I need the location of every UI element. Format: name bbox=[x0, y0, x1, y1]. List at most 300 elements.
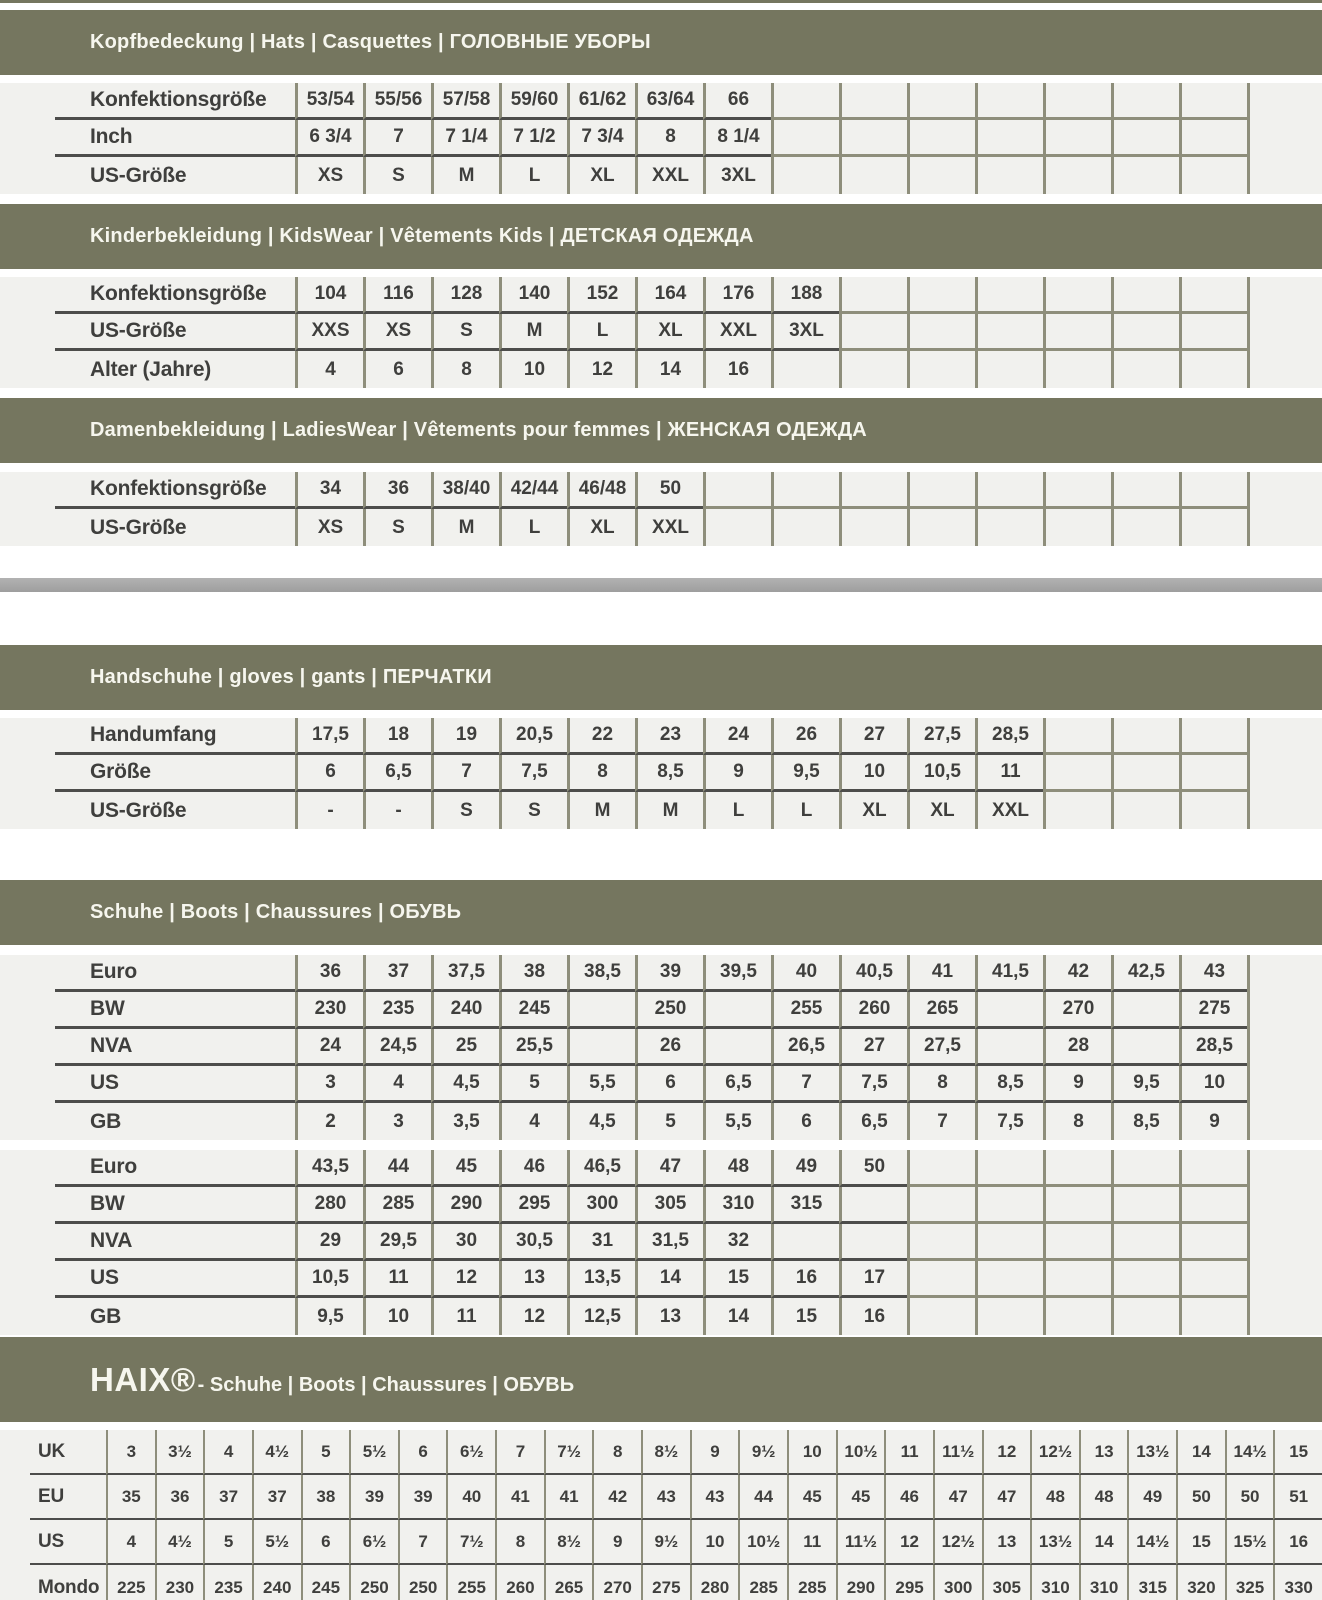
size-cell: 10 bbox=[1179, 1066, 1247, 1103]
size-cell: 10 bbox=[690, 1520, 739, 1565]
size-cell: 5 bbox=[635, 1103, 703, 1140]
size-cell: 3XL bbox=[703, 157, 771, 194]
kidswear-header-band bbox=[0, 204, 1322, 269]
table-overflow-cell bbox=[1247, 277, 1322, 314]
size-cell: 245 bbox=[499, 992, 567, 1029]
table-overflow-cell bbox=[1247, 1066, 1322, 1103]
size-cell: S bbox=[431, 792, 499, 829]
size-cell: 6 bbox=[398, 1430, 447, 1475]
size-cell: 15 bbox=[771, 1298, 839, 1335]
size-cell: 14 bbox=[635, 351, 703, 388]
haix-section-title: - Schuhe | Boots | Chaussures | ОБУВЬ bbox=[197, 1373, 575, 1396]
size-cell: 5,5 bbox=[703, 1103, 771, 1140]
size-cell: 8 1/4 bbox=[703, 120, 771, 157]
empty-size-cell bbox=[907, 509, 975, 546]
empty-size-cell bbox=[1111, 1224, 1179, 1261]
empty-size-cell bbox=[1179, 1187, 1247, 1224]
size-cell: 42/44 bbox=[499, 472, 567, 509]
size-cell: 300 bbox=[567, 1187, 635, 1224]
hats-section-title: Kopfbedeckung | Hats | Casquettes | ГОЛОВНЫЕ УБОРЫ bbox=[90, 31, 651, 53]
row-left-margin bbox=[0, 992, 55, 1029]
size-cell: 10½ bbox=[738, 1520, 787, 1565]
section-ladieswear bbox=[0, 398, 1322, 546]
size-cell: 17 bbox=[839, 1261, 907, 1298]
table-row bbox=[0, 1066, 1322, 1103]
size-cell: 295 bbox=[884, 1565, 933, 1600]
size-cell: 305 bbox=[635, 1187, 703, 1224]
kidswear-section-title: Kinderbekleidung | KidsWear | Vêtements Kids | ДЕТСКАЯ ОДЕЖДА bbox=[90, 225, 754, 247]
table-row bbox=[0, 314, 1322, 351]
size-cell: 11 bbox=[975, 755, 1043, 792]
row-left-margin bbox=[0, 1066, 55, 1103]
size-cell: 27,5 bbox=[907, 1029, 975, 1066]
table-row bbox=[0, 1298, 1322, 1335]
size-cell: 13 bbox=[499, 1261, 567, 1298]
gloves-header-band bbox=[0, 645, 1322, 710]
size-cell: 8 bbox=[1043, 1103, 1111, 1140]
size-cell: 275 bbox=[641, 1565, 690, 1600]
empty-size-cell bbox=[839, 157, 907, 194]
empty-size-cell bbox=[907, 277, 975, 314]
size-cell: 15½ bbox=[1225, 1520, 1274, 1565]
table-overflow-cell bbox=[1247, 718, 1322, 755]
gloves-size-table bbox=[0, 718, 1322, 829]
table-row bbox=[0, 83, 1322, 120]
size-cell: 140 bbox=[499, 277, 567, 314]
size-cell: S bbox=[363, 509, 431, 546]
empty-size-cell bbox=[907, 1187, 975, 1224]
size-cell: 310 bbox=[1030, 1565, 1079, 1600]
row-left-margin bbox=[0, 509, 55, 546]
size-cell: 3XL bbox=[771, 314, 839, 351]
table-row bbox=[0, 120, 1322, 157]
empty-size-cell bbox=[975, 1187, 1043, 1224]
size-cell: 25,5 bbox=[499, 1029, 567, 1066]
size-cell: 4 bbox=[363, 1066, 431, 1103]
size-cell: 20,5 bbox=[499, 718, 567, 755]
size-cell: 27,5 bbox=[907, 718, 975, 755]
empty-size-cell bbox=[839, 509, 907, 546]
empty-size-cell bbox=[975, 314, 1043, 351]
size-cell: 6 bbox=[635, 1066, 703, 1103]
table-row bbox=[0, 992, 1322, 1029]
empty-size-cell bbox=[839, 277, 907, 314]
size-cell: 235 bbox=[363, 992, 431, 1029]
table-overflow-cell bbox=[1247, 509, 1322, 546]
empty-size-cell bbox=[1043, 755, 1111, 792]
size-cell: 7 1/2 bbox=[499, 120, 567, 157]
empty-size-cell bbox=[839, 472, 907, 509]
size-cell: 152 bbox=[567, 277, 635, 314]
table-row bbox=[0, 351, 1322, 388]
size-cell: 59/60 bbox=[499, 83, 567, 120]
size-cell: 10,5 bbox=[907, 755, 975, 792]
row-label: Inch bbox=[55, 120, 295, 157]
size-cell: 3½ bbox=[155, 1430, 204, 1475]
table-row bbox=[0, 1520, 1322, 1565]
size-cell: 66 bbox=[703, 83, 771, 120]
table-row bbox=[0, 755, 1322, 792]
haix-brand-name: HAIX® bbox=[90, 1360, 196, 1398]
empty-size-cell bbox=[1179, 472, 1247, 509]
size-cell: XL bbox=[839, 792, 907, 829]
shoes-section-title: Schuhe | Boots | Chaussures | ОБУВЬ bbox=[90, 901, 462, 923]
size-cell: 255 bbox=[771, 992, 839, 1029]
row-label: US-Größe bbox=[90, 798, 187, 822]
size-cell: 40 bbox=[446, 1475, 495, 1520]
empty-size-cell bbox=[1111, 992, 1179, 1029]
table-row bbox=[0, 792, 1322, 829]
size-cell: XS bbox=[295, 157, 363, 194]
table-overflow-cell bbox=[1247, 955, 1322, 992]
empty-size-cell bbox=[1111, 351, 1179, 388]
size-cell: XXL bbox=[703, 314, 771, 351]
size-cell: XS bbox=[295, 509, 363, 546]
empty-size-cell bbox=[1043, 314, 1111, 351]
size-cell: 290 bbox=[836, 1565, 885, 1600]
table-row bbox=[0, 955, 1322, 992]
size-cell: 9,5 bbox=[1111, 1066, 1179, 1103]
empty-size-cell bbox=[703, 992, 771, 1029]
ladieswear-section-title: Damenbekleidung | LadiesWear | Vêtements pour femmes | ЖЕНСКАЯ ОДЕЖДА bbox=[90, 419, 867, 441]
size-cell: 16 bbox=[1273, 1520, 1322, 1565]
size-cell: 4 bbox=[106, 1520, 155, 1565]
empty-size-cell bbox=[1111, 120, 1179, 157]
row-left-margin bbox=[0, 472, 55, 509]
size-cell: 6,5 bbox=[363, 755, 431, 792]
size-cell: 12,5 bbox=[567, 1298, 635, 1335]
size-cell: 10 bbox=[363, 1298, 431, 1335]
size-cell: 11 bbox=[787, 1520, 836, 1565]
table-overflow-cell bbox=[1247, 1261, 1322, 1298]
empty-size-cell bbox=[1179, 792, 1247, 829]
size-cell: 49 bbox=[771, 1150, 839, 1187]
empty-size-cell bbox=[975, 351, 1043, 388]
table-row bbox=[0, 1475, 1322, 1520]
size-cell: 164 bbox=[635, 277, 703, 314]
size-cell: 265 bbox=[544, 1565, 593, 1600]
size-cell: 8 bbox=[592, 1430, 641, 1475]
empty-size-cell bbox=[975, 1150, 1043, 1187]
size-cell: 280 bbox=[690, 1565, 739, 1600]
size-cell: 275 bbox=[1179, 992, 1247, 1029]
haix-size-table bbox=[0, 1430, 1322, 1600]
size-cell: 6 bbox=[363, 351, 431, 388]
size-cell: M bbox=[635, 792, 703, 829]
empty-size-cell bbox=[1179, 1298, 1247, 1335]
row-label: US-Größe bbox=[55, 314, 295, 351]
row-left-margin bbox=[0, 955, 55, 992]
table-row bbox=[0, 1261, 1322, 1298]
empty-size-cell bbox=[1111, 792, 1179, 829]
size-cell: 11 bbox=[884, 1430, 933, 1475]
size-cell: 8 bbox=[495, 1520, 544, 1565]
size-cell: 14 bbox=[1176, 1430, 1225, 1475]
empty-size-cell bbox=[907, 157, 975, 194]
size-cell: 6,5 bbox=[839, 1103, 907, 1140]
size-cell: 12 bbox=[431, 1261, 499, 1298]
row-label: Euro bbox=[55, 1150, 295, 1187]
size-cell: 63/64 bbox=[635, 83, 703, 120]
row-left-margin bbox=[0, 83, 55, 120]
size-cell: 15 bbox=[1273, 1430, 1322, 1475]
size-cell: 15 bbox=[1176, 1520, 1225, 1565]
size-cell: 7 bbox=[363, 120, 431, 157]
table-overflow-cell bbox=[1247, 1150, 1322, 1187]
size-cell: 30,5 bbox=[499, 1224, 567, 1261]
size-cell: 38 bbox=[499, 955, 567, 992]
size-cell: 26,5 bbox=[771, 1029, 839, 1066]
size-cell: 2 bbox=[295, 1103, 363, 1140]
size-cell: L bbox=[771, 792, 839, 829]
empty-size-cell bbox=[1043, 1224, 1111, 1261]
size-cell: 37,5 bbox=[431, 955, 499, 992]
size-cell: 36 bbox=[155, 1475, 204, 1520]
size-cell: 9 bbox=[690, 1430, 739, 1475]
empty-size-cell bbox=[907, 1150, 975, 1187]
size-cell: 24,5 bbox=[363, 1029, 431, 1066]
size-cell: 6 bbox=[295, 755, 363, 792]
size-cell: 10 bbox=[499, 351, 567, 388]
size-cell: 12 bbox=[567, 351, 635, 388]
size-cell: 315 bbox=[771, 1187, 839, 1224]
size-cell: 7 bbox=[495, 1430, 544, 1475]
row-left-margin bbox=[0, 755, 55, 792]
size-cell: 37 bbox=[203, 1475, 252, 1520]
size-cell: 28,5 bbox=[975, 718, 1043, 755]
table-overflow-cell bbox=[1247, 83, 1322, 120]
size-cell: 188 bbox=[771, 277, 839, 314]
size-cell: 6½ bbox=[349, 1520, 398, 1565]
size-cell: - bbox=[363, 792, 431, 829]
empty-size-cell bbox=[1179, 314, 1247, 351]
empty-size-cell bbox=[1111, 509, 1179, 546]
size-cell: M bbox=[499, 314, 567, 351]
size-cell: 240 bbox=[252, 1565, 301, 1600]
size-cell: 9½ bbox=[738, 1430, 787, 1475]
size-cell: 43 bbox=[641, 1475, 690, 1520]
size-cell: 10,5 bbox=[295, 1261, 363, 1298]
row-label: Handumfang bbox=[55, 718, 295, 755]
size-cell: 14 bbox=[703, 1298, 771, 1335]
size-cell: 4 bbox=[295, 351, 363, 388]
size-cell: 34 bbox=[295, 472, 363, 509]
size-cell: 10 bbox=[839, 755, 907, 792]
size-cell: M bbox=[431, 509, 499, 546]
empty-size-cell bbox=[1111, 755, 1179, 792]
size-cell: 325 bbox=[1225, 1565, 1274, 1600]
size-cell: 8 bbox=[431, 351, 499, 388]
row-label: Konfektionsgröße bbox=[55, 472, 295, 509]
size-cell: 13 bbox=[982, 1520, 1031, 1565]
size-cell: 13,5 bbox=[567, 1261, 635, 1298]
table-overflow-cell bbox=[1247, 314, 1322, 351]
size-cell: 14 bbox=[635, 1261, 703, 1298]
size-cell: 61/62 bbox=[567, 83, 635, 120]
size-cell: 310 bbox=[703, 1187, 771, 1224]
size-cell: 43,5 bbox=[295, 1150, 363, 1187]
size-cell: 42 bbox=[1043, 955, 1111, 992]
table-overflow-cell bbox=[1247, 1298, 1322, 1335]
size-cell: 36 bbox=[363, 472, 431, 509]
table-row bbox=[0, 509, 1322, 546]
size-cell: 39 bbox=[635, 955, 703, 992]
table-overflow-cell bbox=[1247, 1187, 1322, 1224]
size-cell: 41 bbox=[495, 1475, 544, 1520]
empty-size-cell bbox=[1043, 792, 1111, 829]
size-cell: 7 3/4 bbox=[567, 120, 635, 157]
size-cell: 29 bbox=[295, 1224, 363, 1261]
haix-header-band bbox=[0, 1337, 1322, 1422]
size-cell: 11 bbox=[363, 1261, 431, 1298]
size-cell: 36 bbox=[295, 955, 363, 992]
size-cell: 7 bbox=[907, 1103, 975, 1140]
table-row bbox=[0, 1565, 1322, 1600]
empty-size-cell bbox=[975, 83, 1043, 120]
size-cell: 285 bbox=[738, 1565, 787, 1600]
shoes-size-table-part2 bbox=[0, 1150, 1322, 1335]
empty-size-cell bbox=[907, 1298, 975, 1335]
table-row bbox=[0, 1103, 1322, 1140]
empty-size-cell bbox=[1111, 314, 1179, 351]
empty-size-cell bbox=[1043, 351, 1111, 388]
empty-size-cell bbox=[771, 157, 839, 194]
size-cell: 5½ bbox=[349, 1430, 398, 1475]
row-label: Mondo bbox=[38, 1576, 100, 1598]
empty-size-cell bbox=[1043, 509, 1111, 546]
size-cell: 270 bbox=[592, 1565, 641, 1600]
size-cell: XXL bbox=[975, 792, 1043, 829]
size-cell: S bbox=[499, 792, 567, 829]
size-cell: 250 bbox=[635, 992, 703, 1029]
size-cell: 38,5 bbox=[567, 955, 635, 992]
size-cell: 13½ bbox=[1030, 1520, 1079, 1565]
row-label: NVA bbox=[55, 1029, 295, 1066]
size-cell: 12½ bbox=[1030, 1430, 1079, 1475]
row-label: US bbox=[30, 1520, 106, 1565]
size-cell: 9½ bbox=[641, 1520, 690, 1565]
size-cell: 41,5 bbox=[975, 955, 1043, 992]
empty-size-cell bbox=[1043, 1187, 1111, 1224]
row-left-margin bbox=[0, 1565, 30, 1600]
size-cell: 7 bbox=[398, 1520, 447, 1565]
empty-size-cell bbox=[1179, 509, 1247, 546]
table-overflow-cell bbox=[1247, 351, 1322, 388]
size-cell: 13 bbox=[1079, 1430, 1128, 1475]
empty-size-cell bbox=[907, 1261, 975, 1298]
size-cell: 9 bbox=[592, 1520, 641, 1565]
size-cell: XXL bbox=[635, 157, 703, 194]
row-left-margin bbox=[0, 277, 55, 314]
size-cell: 14 bbox=[1079, 1520, 1128, 1565]
table-overflow-cell bbox=[1247, 1103, 1322, 1140]
size-cell: 19 bbox=[431, 718, 499, 755]
size-cell: 57/58 bbox=[431, 83, 499, 120]
size-cell: 260 bbox=[839, 992, 907, 1029]
size-cell: 39 bbox=[398, 1475, 447, 1520]
empty-size-cell bbox=[907, 351, 975, 388]
size-cell: 38/40 bbox=[431, 472, 499, 509]
size-cell: 230 bbox=[295, 992, 363, 1029]
empty-size-cell bbox=[839, 83, 907, 120]
empty-size-cell bbox=[1179, 83, 1247, 120]
size-cell: 8½ bbox=[641, 1430, 690, 1475]
row-left-margin bbox=[0, 718, 55, 755]
size-cell: M bbox=[431, 157, 499, 194]
size-cell: 7,5 bbox=[839, 1066, 907, 1103]
size-cell: 7 1/4 bbox=[431, 120, 499, 157]
size-cell: 51 bbox=[1273, 1475, 1322, 1520]
size-cell: 9 bbox=[1043, 1066, 1111, 1103]
empty-size-cell bbox=[1111, 1261, 1179, 1298]
size-cell: 5½ bbox=[252, 1520, 301, 1565]
table-row bbox=[0, 1029, 1322, 1066]
size-cell: 3 bbox=[106, 1430, 155, 1475]
empty-size-cell bbox=[839, 120, 907, 157]
size-cell: 13 bbox=[635, 1298, 703, 1335]
size-cell: XL bbox=[635, 314, 703, 351]
size-cell: 30 bbox=[431, 1224, 499, 1261]
table-overflow-cell bbox=[1247, 1224, 1322, 1261]
hats-header-band bbox=[0, 10, 1322, 75]
table-overflow-cell bbox=[1247, 755, 1322, 792]
size-cell: 116 bbox=[363, 277, 431, 314]
size-cell: 12 bbox=[884, 1520, 933, 1565]
size-cell: 8 bbox=[567, 755, 635, 792]
size-cell: 8,5 bbox=[1111, 1103, 1179, 1140]
size-cell: 6,5 bbox=[703, 1066, 771, 1103]
table-row bbox=[0, 1150, 1322, 1187]
empty-size-cell bbox=[567, 1029, 635, 1066]
size-cell: 39,5 bbox=[703, 955, 771, 992]
size-cell: 5,5 bbox=[567, 1066, 635, 1103]
row-label: Alter (Jahre) bbox=[90, 357, 212, 381]
section-gloves bbox=[0, 645, 1322, 829]
table-overflow-cell bbox=[1247, 157, 1322, 194]
empty-size-cell bbox=[1043, 277, 1111, 314]
row-left-margin bbox=[0, 1103, 55, 1140]
row-left-margin bbox=[0, 1298, 55, 1335]
size-cell: 295 bbox=[499, 1187, 567, 1224]
size-cell: 16 bbox=[703, 351, 771, 388]
table-overflow-cell bbox=[1247, 1029, 1322, 1066]
empty-size-cell bbox=[907, 472, 975, 509]
size-cell: 28 bbox=[1043, 1029, 1111, 1066]
size-cell: 46/48 bbox=[567, 472, 635, 509]
size-cell: 230 bbox=[155, 1565, 204, 1600]
size-cell: 245 bbox=[301, 1565, 350, 1600]
empty-size-cell bbox=[907, 120, 975, 157]
size-cell: 8,5 bbox=[635, 755, 703, 792]
size-cell: XS bbox=[363, 314, 431, 351]
table-row bbox=[0, 1187, 1322, 1224]
size-cell: 7 bbox=[431, 755, 499, 792]
empty-size-cell bbox=[1179, 277, 1247, 314]
empty-size-cell bbox=[1043, 120, 1111, 157]
size-cell: 42,5 bbox=[1111, 955, 1179, 992]
size-cell: 7 bbox=[771, 1066, 839, 1103]
size-cell: 48 bbox=[1079, 1475, 1128, 1520]
row-label: GB bbox=[90, 1109, 122, 1133]
empty-size-cell bbox=[703, 1029, 771, 1066]
size-cell: XXL bbox=[635, 509, 703, 546]
size-cell: L bbox=[499, 509, 567, 546]
empty-size-cell bbox=[839, 314, 907, 351]
empty-size-cell bbox=[1111, 718, 1179, 755]
row-label: GB bbox=[90, 1304, 122, 1328]
empty-size-cell bbox=[1111, 83, 1179, 120]
size-cell: 45 bbox=[431, 1150, 499, 1187]
